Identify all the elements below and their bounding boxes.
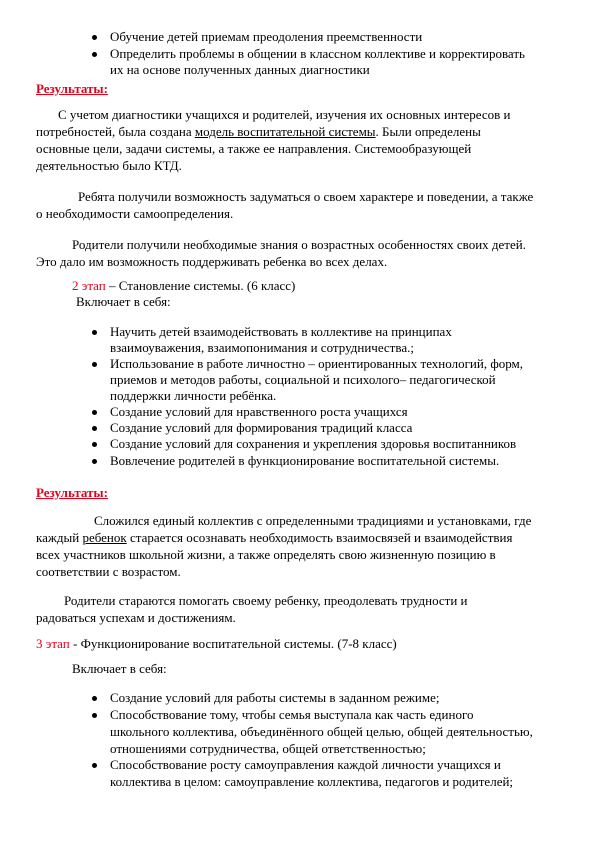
list-item: Вовлечение родителей в функционирование воспитательной системы. <box>110 453 500 468</box>
paragraph-line: о необходимости самоопределения. <box>36 206 234 221</box>
text-span: потребностей, была создана <box>36 124 195 139</box>
includes-label: Включает в себя: <box>76 294 171 309</box>
list-item-continuation: школьного коллектива, объединённого общей целью, общей деятельностью, <box>110 724 533 739</box>
paragraph-line: всех участников школьной жизни, а также определять свою жизненную позицию в <box>36 547 496 562</box>
bullet-icon <box>92 362 97 367</box>
bullet-icon <box>92 696 97 701</box>
list-item-continuation: коллектива в целом: самоуправление коллектива, педагогов и родителей; <box>110 774 514 789</box>
bullet-icon <box>92 459 97 464</box>
paragraph-line: соответствии с возрастом. <box>36 564 181 579</box>
text-span: каждый <box>36 530 83 545</box>
stage-title <box>36 636 397 652</box>
child-link[interactable]: ребенок <box>82 530 127 545</box>
text-span: . Были определены <box>375 124 481 139</box>
list-item-continuation: приемов и методов работы, социальной и психолого– педагогической <box>110 372 496 387</box>
paragraph-line: С учетом диагностики учащихся и родителей, изучения их основных интересов и <box>58 107 511 122</box>
list-item-continuation: их на основе полученных данных диагностики <box>110 62 370 77</box>
text-span: старается осознавать необходимость взаимосвязей и взаимодействия <box>126 530 513 545</box>
list-item: Создание условий для работы системы в заданном режиме; <box>110 690 440 705</box>
paragraph-line: Родители получили необходимые знания о возрастных особенностях своих детей. <box>72 237 526 252</box>
list-item-continuation: отношениями сотрудничества, общей ответственностью; <box>110 741 426 756</box>
stage-title-text: - Функционирование воспитательной системы. (7-8 класс) <box>69 636 397 651</box>
list-item: Создание условий для сохранения и укрепления здоровья воспитанников <box>110 436 517 451</box>
list-item: Использование в работе личностно – ориентированных технологий, форм, <box>110 356 524 371</box>
bullet-icon <box>92 330 97 335</box>
list-item: Способствование тому, чтобы семья выступала как часть единого <box>110 707 474 722</box>
list-item: Способствование росту самоуправления каждой личности учащихся и <box>110 757 501 772</box>
list-item: Определить проблемы в общении в классном коллективе и корректировать <box>110 46 525 61</box>
results-heading: Результаты: <box>36 485 108 500</box>
paragraph-line <box>36 530 512 546</box>
list-item-continuation: поддержки личности ребёнка. <box>110 388 277 403</box>
list-item: Обучение детей приемам преодоления преемственности <box>110 29 423 44</box>
paragraph-line: деятельностью было КТД. <box>36 158 182 173</box>
stage-title <box>72 278 295 294</box>
paragraph-line: основные цели, задачи системы, а также ее направления. Системообразующей <box>36 141 472 156</box>
stage-label: 2 этап <box>72 278 106 293</box>
paragraph-line: Сложился единый коллектив с определенными традициями и установками, где <box>94 513 532 528</box>
paragraph-line: радоваться успехам и достижениям. <box>36 610 236 625</box>
bullet-icon <box>92 442 97 447</box>
paragraph-line <box>36 124 481 140</box>
bullet-icon <box>92 713 97 718</box>
bullet-icon <box>92 410 97 415</box>
list-item: Создание условий для нравственного роста учащихся <box>110 404 408 419</box>
list-item: Научить детей взаимодействовать в коллективе на принципах <box>110 324 452 339</box>
stage-label: 3 этап <box>36 636 70 651</box>
list-item-continuation: взаимоуважения, взаимопонимания и сотрудничества.; <box>110 340 414 355</box>
paragraph-line: Ребята получили возможность задуматься о своем характере и поведении, а также <box>78 189 534 204</box>
bullet-icon <box>92 52 97 57</box>
results-heading: Результаты: <box>36 81 108 96</box>
includes-label: Включает в себя: <box>72 661 167 676</box>
list-item: Создание условий для формирования традиций класса <box>110 420 413 435</box>
bullet-icon <box>92 763 97 768</box>
bullet-icon <box>92 426 97 431</box>
model-link[interactable]: модель воспитательной системы <box>194 124 376 139</box>
stage-title-text: – Становление системы. (6 класс) <box>105 278 296 293</box>
bullet-icon <box>92 35 97 40</box>
paragraph-line: Родители стараются помогать своему ребенку, преодолевать трудности и <box>64 593 468 608</box>
paragraph-line: Это дало им возможность поддерживать ребенка во всех делах. <box>36 254 388 269</box>
